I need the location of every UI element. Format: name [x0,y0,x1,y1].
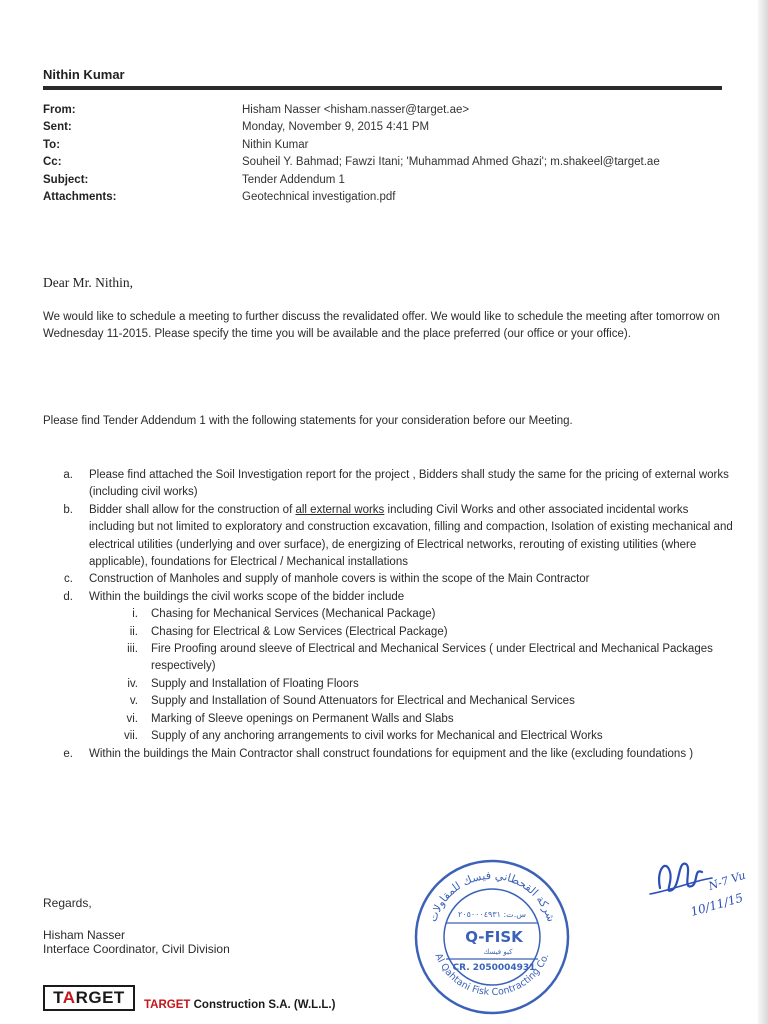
sub-marker: vi. [126,712,138,725]
greeting: Dear Mr. Nithin, [43,275,133,290]
header-from-row [43,104,733,121]
body-paragraph-meeting: We would like to schedule a meeting to further discuss the revalidated offer. We would like to schedule the meeting after tomorrow on Wednesday 11-2015. Please specify the time you will be available and the place preferred (our office or your office). [43,311,720,341]
body-paragraph-addendum: Please find Tender Addendum 1 with the following statements for your consideration before our Meeting. [43,415,573,427]
sub-item-text: Chasing for Electrical & Low Services (Electrical Package) [151,625,448,638]
sent-value: Monday, November 9, 2015 4:41 PM [242,121,430,134]
target-logo [43,985,135,1011]
sub-item [43,676,733,693]
stamp-english-ring: Al Qahtani Fisk Contracting Co. [432,951,552,999]
page-edge-shadow [758,0,768,1024]
list-item-a [43,467,733,502]
header-sent-row [43,121,733,138]
sub-item-text: Supply of any anchoring arrangements to civil works for Mechanical and Electrical Works [151,730,603,743]
header-subject-row [43,174,733,191]
sub-item-text: Chasing for Mechanical Services (Mechanical Package) [151,608,436,621]
addendum-list [43,467,733,763]
handwritten-date: 10/11/15 [688,890,745,919]
sub-marker: i. [132,608,138,621]
to-value: Nithin Kumar [242,138,309,151]
stamp-arabic-brand: كيو فيسك [483,948,513,956]
subject-label: Subject: [43,173,89,186]
sub-marker: vii. [123,730,138,743]
underlined-phrase: all external works [295,503,385,516]
mailbox-owner-name: Nithin Kumar [43,67,125,82]
from-value: Hisham Nasser <hisham.nasser@target.ae> [242,104,470,116]
list-item-text [89,502,733,572]
header-rule [43,86,722,90]
list-marker: b. [63,503,73,516]
header-to-row [43,139,733,156]
handwritten-initials: N-7 Vu [706,868,748,893]
sub-list [43,606,733,745]
sub-item [43,693,733,710]
list-item-text: Within the buildings the civil works scope of the bidder include [89,590,405,603]
cc-label: Cc: [43,156,62,169]
signatory-name: Hisham Nasser [43,928,126,942]
cc-value: Souheil Y. Bahmad; Fawzi Itani; 'Muhammad Ahmed Ghazi'; m.shakeel@target.ae [242,156,660,169]
company-name: TARGET Construction S.A. (W.L.L.) [144,999,336,1011]
closing-regards: Regards, [43,896,92,910]
header-cc-row [43,156,733,173]
subject-value: Tender Addendum 1 [242,173,345,186]
logo-text: TARGET [53,988,125,1007]
list-item-text: Within the buildings the Main Contractor shall construct foundations for equipment and the like (excluding foundations ) [89,747,694,760]
company-stamp [412,857,572,1017]
sent-label: Sent: [43,121,72,134]
sub-marker: v. [129,695,138,708]
stamp-arabic-ring: شركة القحطاني فيسك للمقاولات [426,868,558,924]
sub-item [43,728,733,745]
sub-marker: iii. [127,643,138,656]
list-marker: e. [63,747,73,760]
sub-item-text: Marking of Sleeve openings on Permanent Walls and Slabs [151,712,454,725]
header-attachments-row [43,191,733,208]
signatory-title: Interface Coordinator, Civil Division [43,942,230,956]
list-item-e [43,746,733,763]
stamp-cr-number: CR. 2050004931 [452,963,536,973]
sub-item [43,624,733,641]
sub-marker: ii. [129,625,138,638]
list-item-text: Construction of Manholes and supply of manhole covers is within the scope of the Main Contractor [89,573,590,586]
sub-marker: iv. [127,677,138,690]
list-item-text-end: including Civil Works and other associated incidental works including but not limited to exploratory and construction excavation, filling and compaction, Isolation of existing mechanical and electrical utilities (underlying and over surface), de energizing of Electrical networks, rerouting of existing utilities (where applicable), foundations for Electrical / Mechanical installations [89,503,733,569]
sub-item-text: Supply and Installation of Floating Floors [151,677,359,690]
list-item-d [43,589,733,606]
stamp-number-line: س.ت: ٢٠٥٠٠٠٤٩٣١ [457,910,527,919]
sub-item [43,711,733,728]
attachments-label: Attachments: [43,190,117,203]
stamp-brand: Q-FISK [465,928,523,946]
sub-item-text: Supply and Installation of Sound Attenuators for Electrical and Mechanical Services [151,695,575,708]
list-marker: c. [64,573,73,586]
from-label: From: [43,104,76,116]
email-header-table [43,104,733,208]
to-label: To: [43,138,61,151]
list-item-b [43,502,733,572]
handwritten-signature [642,850,758,930]
sub-item [43,641,733,676]
list-marker: a. [63,469,73,481]
sub-item-text: Fire Proofing around sleeve of Electrical and Mechanical Services ( under Electrical and Mechanical Packages respectively) [151,643,713,673]
list-item-text-start: Bidder shall allow for the construction of [89,503,296,516]
list-marker: d. [63,590,73,603]
list-item-text: Please find attached the Soil Investigation report for the project , Bidders shall study the same for the pricing of external works (including civil works) [89,469,729,499]
attachment-file[interactable]: Geotechnical investigation.pdf [242,190,396,203]
list-item-c [43,571,733,588]
sub-item [43,606,733,623]
